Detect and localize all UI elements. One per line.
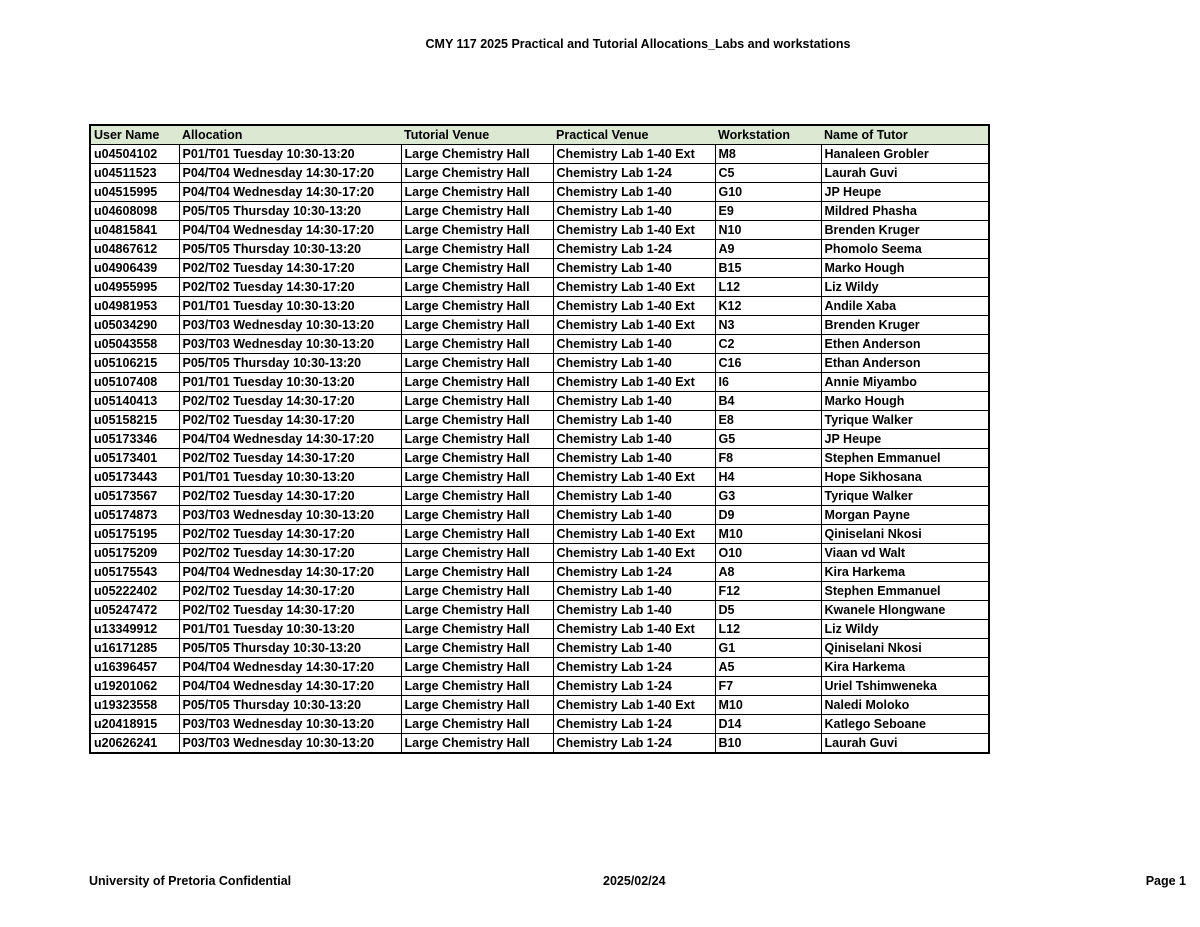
cell-practical-venue: Chemistry Lab 1-24 — [553, 240, 715, 259]
cell-allocation: P05/T05 Thursday 10:30-13:20 — [179, 240, 401, 259]
cell-allocation: P02/T02 Tuesday 14:30-17:20 — [179, 411, 401, 430]
cell-allocation: P03/T03 Wednesday 10:30-13:20 — [179, 506, 401, 525]
cell-workstation: A8 — [715, 563, 821, 582]
cell-tutor-name: Qiniselani Nkosi — [821, 525, 989, 544]
cell-user-name: u05247472 — [90, 601, 179, 620]
table-row — [90, 696, 989, 715]
cell-tutor-name: Liz Wildy — [821, 620, 989, 639]
cell-practical-venue: Chemistry Lab 1-24 — [553, 734, 715, 754]
cell-allocation: P02/T02 Tuesday 14:30-17:20 — [179, 259, 401, 278]
cell-workstation: D5 — [715, 601, 821, 620]
cell-user-name: u05174873 — [90, 506, 179, 525]
cell-user-name: u05140413 — [90, 392, 179, 411]
cell-tutorial-venue: Large Chemistry Hall — [401, 677, 553, 696]
cell-tutor-name: Kwanele Hlongwane — [821, 601, 989, 620]
cell-tutorial-venue: Large Chemistry Hall — [401, 354, 553, 373]
cell-practical-venue: Chemistry Lab 1-40 — [553, 354, 715, 373]
cell-user-name: u05034290 — [90, 316, 179, 335]
cell-practical-venue: Chemistry Lab 1-40 — [553, 411, 715, 430]
cell-allocation: P04/T04 Wednesday 14:30-17:20 — [179, 164, 401, 183]
table-row — [90, 373, 989, 392]
cell-user-name: u05175195 — [90, 525, 179, 544]
cell-practical-venue: Chemistry Lab 1-40 Ext — [553, 525, 715, 544]
cell-workstation: M10 — [715, 696, 821, 715]
cell-tutorial-venue: Large Chemistry Hall — [401, 145, 553, 164]
cell-tutorial-venue: Large Chemistry Hall — [401, 734, 553, 754]
cell-tutorial-venue: Large Chemistry Hall — [401, 449, 553, 468]
cell-allocation: P04/T04 Wednesday 14:30-17:20 — [179, 677, 401, 696]
cell-tutor-name: Laurah Guvi — [821, 164, 989, 183]
cell-allocation: P01/T01 Tuesday 10:30-13:20 — [179, 468, 401, 487]
cell-workstation: E9 — [715, 202, 821, 221]
cell-practical-venue: Chemistry Lab 1-40 — [553, 259, 715, 278]
cell-tutor-name: Stephen Emmanuel — [821, 582, 989, 601]
cell-tutorial-venue: Large Chemistry Hall — [401, 620, 553, 639]
cell-user-name: u04608098 — [90, 202, 179, 221]
cell-tutorial-venue: Large Chemistry Hall — [401, 202, 553, 221]
cell-tutorial-venue: Large Chemistry Hall — [401, 601, 553, 620]
cell-practical-venue: Chemistry Lab 1-40 Ext — [553, 373, 715, 392]
cell-workstation: B4 — [715, 392, 821, 411]
cell-user-name: u05175209 — [90, 544, 179, 563]
cell-allocation: P01/T01 Tuesday 10:30-13:20 — [179, 297, 401, 316]
table-row — [90, 392, 989, 411]
cell-practical-venue: Chemistry Lab 1-40 Ext — [553, 278, 715, 297]
cell-tutor-name: Morgan Payne — [821, 506, 989, 525]
cell-tutor-name: Annie Miyambo — [821, 373, 989, 392]
cell-tutor-name: Brenden Kruger — [821, 221, 989, 240]
cell-workstation: L12 — [715, 278, 821, 297]
cell-workstation: A5 — [715, 658, 821, 677]
cell-user-name: u20626241 — [90, 734, 179, 754]
cell-allocation: P05/T05 Thursday 10:30-13:20 — [179, 202, 401, 221]
cell-practical-venue: Chemistry Lab 1-40 — [553, 506, 715, 525]
cell-practical-venue: Chemistry Lab 1-40 Ext — [553, 297, 715, 316]
cell-tutorial-venue: Large Chemistry Hall — [401, 468, 553, 487]
table-row — [90, 620, 989, 639]
cell-tutorial-venue: Large Chemistry Hall — [401, 525, 553, 544]
cell-user-name: u05043558 — [90, 335, 179, 354]
table-row — [90, 639, 989, 658]
cell-user-name: u05173401 — [90, 449, 179, 468]
table-row — [90, 297, 989, 316]
cell-tutor-name: Andile Xaba — [821, 297, 989, 316]
cell-practical-venue: Chemistry Lab 1-24 — [553, 164, 715, 183]
cell-allocation: P02/T02 Tuesday 14:30-17:20 — [179, 392, 401, 411]
cell-user-name: u04504102 — [90, 145, 179, 164]
cell-tutorial-venue: Large Chemistry Hall — [401, 183, 553, 202]
cell-tutor-name: Brenden Kruger — [821, 316, 989, 335]
table-row — [90, 259, 989, 278]
cell-practical-venue: Chemistry Lab 1-24 — [553, 658, 715, 677]
column-header-workstation: Workstation — [715, 125, 821, 145]
cell-workstation: H4 — [715, 468, 821, 487]
cell-workstation: C2 — [715, 335, 821, 354]
cell-allocation: P04/T04 Wednesday 14:30-17:20 — [179, 221, 401, 240]
column-header-practical-venue: Practical Venue — [553, 125, 715, 145]
table-row — [90, 658, 989, 677]
cell-allocation: P02/T02 Tuesday 14:30-17:20 — [179, 278, 401, 297]
cell-practical-venue: Chemistry Lab 1-40 — [553, 639, 715, 658]
table-row — [90, 525, 989, 544]
cell-practical-venue: Chemistry Lab 1-40 Ext — [553, 221, 715, 240]
cell-workstation: B15 — [715, 259, 821, 278]
cell-workstation: F12 — [715, 582, 821, 601]
cell-user-name: u16171285 — [90, 639, 179, 658]
table-row — [90, 202, 989, 221]
cell-tutorial-venue: Large Chemistry Hall — [401, 335, 553, 354]
cell-tutorial-venue: Large Chemistry Hall — [401, 221, 553, 240]
table-row — [90, 715, 989, 734]
cell-allocation: P01/T01 Tuesday 10:30-13:20 — [179, 145, 401, 164]
cell-workstation: K12 — [715, 297, 821, 316]
cell-tutorial-venue: Large Chemistry Hall — [401, 297, 553, 316]
cell-workstation: A9 — [715, 240, 821, 259]
cell-practical-venue: Chemistry Lab 1-40 Ext — [553, 468, 715, 487]
cell-allocation: P02/T02 Tuesday 14:30-17:20 — [179, 449, 401, 468]
cell-user-name: u04515995 — [90, 183, 179, 202]
cell-workstation: G5 — [715, 430, 821, 449]
cell-tutorial-venue: Large Chemistry Hall — [401, 164, 553, 183]
cell-practical-venue: Chemistry Lab 1-40 Ext — [553, 316, 715, 335]
cell-workstation: F7 — [715, 677, 821, 696]
cell-allocation: P01/T01 Tuesday 10:30-13:20 — [179, 620, 401, 639]
cell-tutor-name: JP Heupe — [821, 430, 989, 449]
cell-allocation: P02/T02 Tuesday 14:30-17:20 — [179, 601, 401, 620]
table-row — [90, 430, 989, 449]
cell-tutorial-venue: Large Chemistry Hall — [401, 411, 553, 430]
table-row — [90, 278, 989, 297]
page-title: CMY 117 2025 Practical and Tutorial Allocations_Labs and workstations — [425, 37, 851, 51]
table-row — [90, 544, 989, 563]
table-row — [90, 468, 989, 487]
cell-allocation: P03/T03 Wednesday 10:30-13:20 — [179, 335, 401, 354]
cell-tutor-name: Liz Wildy — [821, 278, 989, 297]
cell-tutorial-venue: Large Chemistry Hall — [401, 544, 553, 563]
cell-tutorial-venue: Large Chemistry Hall — [401, 316, 553, 335]
cell-user-name: u05158215 — [90, 411, 179, 430]
cell-user-name: u16396457 — [90, 658, 179, 677]
cell-tutor-name: Tyrique Walker — [821, 487, 989, 506]
cell-practical-venue: Chemistry Lab 1-40 — [553, 392, 715, 411]
cell-workstation: N10 — [715, 221, 821, 240]
cell-workstation: L12 — [715, 620, 821, 639]
table-row — [90, 582, 989, 601]
table-row — [90, 164, 989, 183]
cell-tutorial-venue: Large Chemistry Hall — [401, 563, 553, 582]
cell-tutor-name: Qiniselani Nkosi — [821, 639, 989, 658]
cell-user-name: u05222402 — [90, 582, 179, 601]
cell-allocation: P02/T02 Tuesday 14:30-17:20 — [179, 487, 401, 506]
cell-user-name: u05175543 — [90, 563, 179, 582]
cell-tutor-name: Kira Harkema — [821, 563, 989, 582]
cell-tutor-name: Stephen Emmanuel — [821, 449, 989, 468]
cell-practical-venue: Chemistry Lab 1-40 — [553, 335, 715, 354]
footer-confidential: University of Pretoria Confidential — [89, 874, 292, 888]
column-header-name-of-tutor: Name of Tutor — [821, 125, 989, 145]
cell-workstation: B10 — [715, 734, 821, 754]
cell-practical-venue: Chemistry Lab 1-40 Ext — [553, 145, 715, 164]
cell-tutorial-venue: Large Chemistry Hall — [401, 506, 553, 525]
cell-user-name: u13349912 — [90, 620, 179, 639]
table-row — [90, 335, 989, 354]
table-row — [90, 145, 989, 164]
cell-practical-venue: Chemistry Lab 1-40 Ext — [553, 544, 715, 563]
cell-tutorial-venue: Large Chemistry Hall — [401, 278, 553, 297]
cell-workstation: C5 — [715, 164, 821, 183]
cell-tutorial-venue: Large Chemistry Hall — [401, 487, 553, 506]
cell-workstation: G3 — [715, 487, 821, 506]
cell-tutorial-venue: Large Chemistry Hall — [401, 639, 553, 658]
table-row — [90, 221, 989, 240]
cell-tutor-name: Hope Sikhosana — [821, 468, 989, 487]
table-row — [90, 487, 989, 506]
cell-workstation: F8 — [715, 449, 821, 468]
cell-tutorial-venue: Large Chemistry Hall — [401, 582, 553, 601]
cell-practical-venue: Chemistry Lab 1-24 — [553, 677, 715, 696]
cell-tutorial-venue: Large Chemistry Hall — [401, 240, 553, 259]
table-row — [90, 506, 989, 525]
cell-user-name: u04955995 — [90, 278, 179, 297]
cell-allocation: P05/T05 Thursday 10:30-13:20 — [179, 354, 401, 373]
cell-practical-venue: Chemistry Lab 1-40 — [553, 487, 715, 506]
cell-allocation: P05/T05 Thursday 10:30-13:20 — [179, 639, 401, 658]
table-row — [90, 240, 989, 259]
cell-tutorial-venue: Large Chemistry Hall — [401, 259, 553, 278]
cell-practical-venue: Chemistry Lab 1-40 — [553, 582, 715, 601]
cell-tutor-name: Naledi Moloko — [821, 696, 989, 715]
cell-tutor-name: Ethen Anderson — [821, 335, 989, 354]
cell-tutor-name: Marko Hough — [821, 259, 989, 278]
cell-practical-venue: Chemistry Lab 1-24 — [553, 563, 715, 582]
cell-allocation: P02/T02 Tuesday 14:30-17:20 — [179, 582, 401, 601]
footer-page-number: Page 1 — [1145, 874, 1186, 888]
cell-workstation: I6 — [715, 373, 821, 392]
cell-tutor-name: Uriel Tshimweneka — [821, 677, 989, 696]
cell-workstation: O10 — [715, 544, 821, 563]
cell-user-name: u04906439 — [90, 259, 179, 278]
cell-user-name: u04511523 — [90, 164, 179, 183]
cell-allocation: P04/T04 Wednesday 14:30-17:20 — [179, 183, 401, 202]
cell-allocation: P01/T01 Tuesday 10:30-13:20 — [179, 373, 401, 392]
cell-tutorial-venue: Large Chemistry Hall — [401, 696, 553, 715]
cell-practical-venue: Chemistry Lab 1-40 — [553, 601, 715, 620]
cell-practical-venue: Chemistry Lab 1-40 Ext — [553, 620, 715, 639]
cell-user-name: u04981953 — [90, 297, 179, 316]
cell-allocation: P04/T04 Wednesday 14:30-17:20 — [179, 563, 401, 582]
cell-user-name: u05173567 — [90, 487, 179, 506]
cell-workstation: E8 — [715, 411, 821, 430]
cell-practical-venue: Chemistry Lab 1-40 — [553, 430, 715, 449]
cell-practical-venue: Chemistry Lab 1-40 — [553, 449, 715, 468]
table-row — [90, 449, 989, 468]
cell-user-name: u04815841 — [90, 221, 179, 240]
cell-allocation: P02/T02 Tuesday 14:30-17:20 — [179, 525, 401, 544]
cell-user-name: u05107408 — [90, 373, 179, 392]
cell-allocation: P04/T04 Wednesday 14:30-17:20 — [179, 658, 401, 677]
cell-tutor-name: Viaan vd Walt — [821, 544, 989, 563]
cell-practical-venue: Chemistry Lab 1-40 Ext — [553, 696, 715, 715]
cell-tutor-name: Laurah Guvi — [821, 734, 989, 754]
cell-allocation: P03/T03 Wednesday 10:30-13:20 — [179, 316, 401, 335]
cell-tutor-name: Kira Harkema — [821, 658, 989, 677]
cell-user-name: u20418915 — [90, 715, 179, 734]
cell-workstation: M10 — [715, 525, 821, 544]
table-row — [90, 677, 989, 696]
table-row — [90, 411, 989, 430]
cell-workstation: G10 — [715, 183, 821, 202]
cell-tutor-name: Katlego Seboane — [821, 715, 989, 734]
cell-tutorial-venue: Large Chemistry Hall — [401, 392, 553, 411]
footer-date: 2025/02/24 — [603, 874, 666, 888]
cell-tutor-name: Marko Hough — [821, 392, 989, 411]
cell-workstation: M8 — [715, 145, 821, 164]
cell-allocation: P03/T03 Wednesday 10:30-13:20 — [179, 734, 401, 754]
table-row — [90, 601, 989, 620]
cell-workstation: N3 — [715, 316, 821, 335]
column-header-allocation: Allocation — [179, 125, 401, 145]
column-header-user-name: User Name — [90, 125, 179, 145]
allocations-table — [89, 124, 990, 754]
cell-tutorial-venue: Large Chemistry Hall — [401, 430, 553, 449]
cell-user-name: u05173346 — [90, 430, 179, 449]
cell-allocation: P03/T03 Wednesday 10:30-13:20 — [179, 715, 401, 734]
cell-user-name: u05173443 — [90, 468, 179, 487]
cell-tutorial-venue: Large Chemistry Hall — [401, 715, 553, 734]
column-header-tutorial-venue: Tutorial Venue — [401, 125, 553, 145]
cell-user-name: u19323558 — [90, 696, 179, 715]
cell-allocation: P02/T02 Tuesday 14:30-17:20 — [179, 544, 401, 563]
cell-tutorial-venue: Large Chemistry Hall — [401, 373, 553, 392]
cell-tutor-name: Ethan Anderson — [821, 354, 989, 373]
cell-user-name: u04867612 — [90, 240, 179, 259]
table-header-row — [90, 125, 989, 145]
table-row — [90, 734, 989, 754]
cell-tutor-name: Hanaleen Grobler — [821, 145, 989, 164]
cell-practical-venue: Chemistry Lab 1-40 — [553, 183, 715, 202]
cell-user-name: u19201062 — [90, 677, 179, 696]
table-row — [90, 316, 989, 335]
table-body — [90, 145, 989, 754]
cell-tutor-name: Phomolo Seema — [821, 240, 989, 259]
table-row — [90, 354, 989, 373]
cell-tutor-name: Mildred Phasha — [821, 202, 989, 221]
cell-workstation: C16 — [715, 354, 821, 373]
cell-workstation: G1 — [715, 639, 821, 658]
cell-tutorial-venue: Large Chemistry Hall — [401, 658, 553, 677]
cell-user-name: u05106215 — [90, 354, 179, 373]
cell-practical-venue: Chemistry Lab 1-24 — [553, 715, 715, 734]
table-row — [90, 183, 989, 202]
table-row — [90, 563, 989, 582]
cell-tutor-name: Tyrique Walker — [821, 411, 989, 430]
cell-workstation: D14 — [715, 715, 821, 734]
cell-practical-venue: Chemistry Lab 1-40 — [553, 202, 715, 221]
cell-allocation: P05/T05 Thursday 10:30-13:20 — [179, 696, 401, 715]
cell-workstation: D9 — [715, 506, 821, 525]
cell-allocation: P04/T04 Wednesday 14:30-17:20 — [179, 430, 401, 449]
cell-tutor-name: JP Heupe — [821, 183, 989, 202]
